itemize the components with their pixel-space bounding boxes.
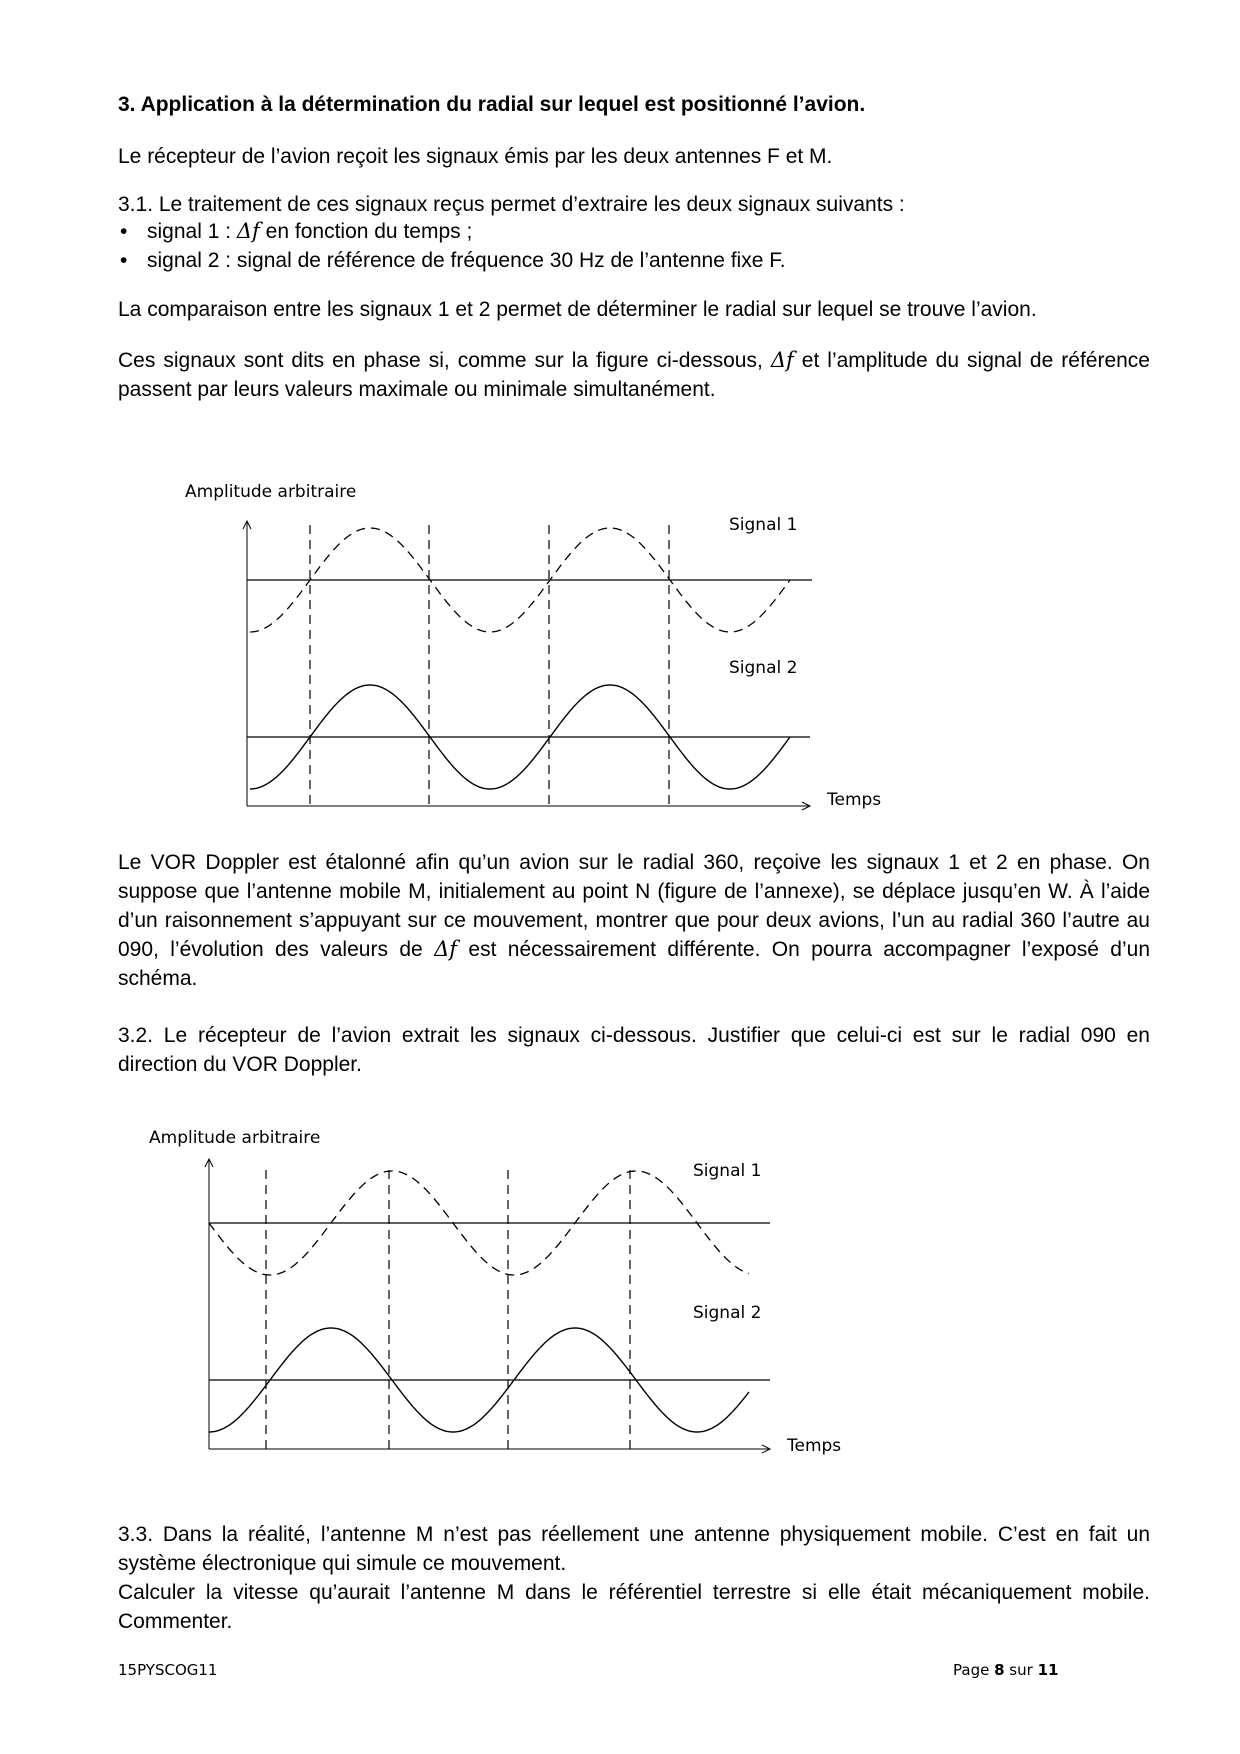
signal-1-label: Signal 1 bbox=[729, 515, 798, 535]
x-axis-label: Temps bbox=[827, 790, 882, 810]
signal-list bbox=[118, 217, 1150, 275]
section-heading: 3. Application à la détermination du radial sur lequel est positionné l’avion. bbox=[118, 93, 866, 116]
signal-2-curve bbox=[209, 1328, 749, 1432]
comparison-paragraph: La comparaison entre les signaux 1 et 2 permet de déterminer le radial sur lequel se trouve l’avion. bbox=[118, 298, 1037, 321]
signal-1-curve bbox=[209, 1171, 749, 1275]
delta-f: Δf bbox=[236, 219, 260, 243]
question-3-3: 3.3. Dans la réalité, l’antenne M n’est pas réellement une antenne physiquement mobile. C’est en fait un système électronique qui simule ce mouvement. bbox=[118, 1523, 1150, 1575]
phase-definition-paragraph: Ces signaux sont dits en phase si, comme sur la figure ci-dessous, Δf et l’amplitude du signal de référence passent par leurs valeurs maximale ou minimale simultanément. bbox=[118, 348, 1150, 401]
x-axis-arrow bbox=[802, 802, 810, 810]
delta-f: Δf bbox=[770, 348, 794, 372]
intro-paragraph: Le récepteur de l’avion reçoit les signaux émis par les deux antennes F et M. bbox=[118, 145, 833, 168]
list-item: • signal 2 : signal de référence de fréquence 30 Hz de l’antenne fixe F. bbox=[118, 246, 1150, 275]
question-3-3-task: Calculer la vitesse qu’aurait l’antenne M dans le référentiel terrestre si elle était mécaniquement mobile. Commenter. bbox=[118, 1581, 1150, 1633]
y-axis-arrow bbox=[243, 521, 251, 529]
signal-1-label: Signal 1 bbox=[693, 1161, 762, 1181]
y-axis-arrow bbox=[205, 1159, 213, 1167]
x-axis-arrow bbox=[762, 1445, 770, 1453]
y-axis-label: Amplitude arbitraire bbox=[149, 1128, 321, 1148]
question-3-2: 3.2. Le récepteur de l’avion extrait les signaux ci-dessous. Justifier que celui-ci est sur le radial 090 en direction du VOR Doppler. bbox=[118, 1024, 1150, 1076]
page-number: Page 8 sur 11 bbox=[953, 1661, 1059, 1679]
list-item: • signal 1 : Δf en fonction du temps ; bbox=[118, 217, 1150, 246]
delta-f: Δf bbox=[434, 937, 458, 961]
document-code: 15PYSCOG11 bbox=[118, 1661, 218, 1679]
signal-1-curve bbox=[250, 528, 790, 632]
vor-doppler-paragraph: Le VOR Doppler est étalonné afin qu’un avion sur le radial 360, reçoive les signaux 1 et 2 en phase. On suppose que l’antenne mobile M, initialement au point N (figure de l’annexe), se déplace jusqu’en W. À l’aide d’un raisonnement s’appuyant sur ce mouvement, montrer que pour deux avions, l’un au radial 360 l’autre au 090, l’évolution des valeurs de Δf est nécessairement différente. On pourra accompagner l’exposé d’un schéma. bbox=[118, 851, 1150, 990]
signal-2-curve bbox=[250, 685, 790, 789]
signal-2-label: Signal 2 bbox=[729, 658, 798, 678]
x-axis-label: Temps bbox=[787, 1436, 842, 1456]
y-axis-label: Amplitude arbitraire bbox=[185, 482, 357, 502]
question-3-1: 3.1. Le traitement de ces signaux reçus permet d’extraire les deux signaux suivants : bbox=[118, 193, 905, 216]
signal-2-label: Signal 2 bbox=[693, 1303, 762, 1323]
